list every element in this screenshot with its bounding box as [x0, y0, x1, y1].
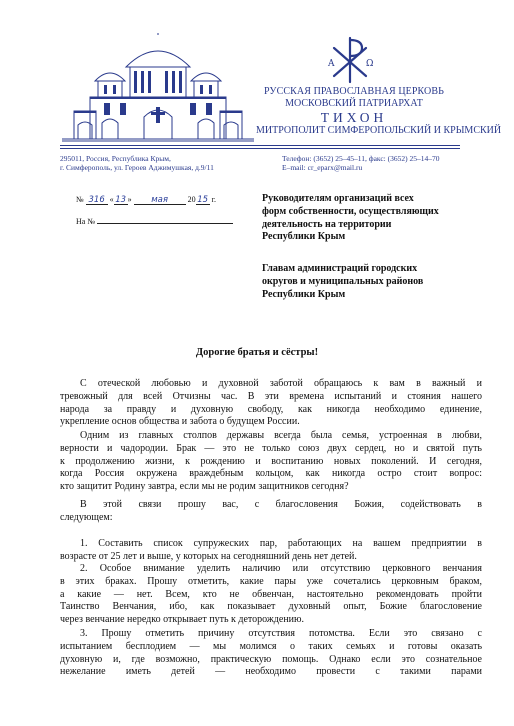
- contact-info: [282, 154, 440, 172]
- svg-text:Ω: Ω: [366, 59, 374, 69]
- body-paragraph-2: Одним из главных столпов державы всегда была семья, устроенная в любви, верности и чадородии. Брак — это не только союз двух сердец, но и святой путь к продолжению жизни, к рождению и воспитанию новых поколений. И сегодня, когда Россия окружена враждебным кольцом, как никогда остро стоит вопрос: кто защитит Родину завтра, если мы не родим защитников сегодня?: [60, 430, 482, 493]
- list-item-3: 3. Прошу отметить причину отсутствия потомства. Если это связано с испытанием бесплодием — мы молимся о таких семьях и готовы оказать духовную и, где возможно, практическую помощь. Однако если это сознательное нежелание иметь детей — необходимо провести с такими парами: [60, 628, 482, 678]
- email-address: E–mail: cr_eparx@mail.ru: [282, 163, 363, 172]
- organization-header: [256, 86, 502, 137]
- list-item-1: 1. Составить список супружеских пар, работающих на вашем предприятии в возрасте от 25 лет и выше, у которых на сегодняшний день нет детей.: [60, 538, 482, 562]
- outgoing-year: 15: [197, 195, 209, 205]
- cathedral-icon: [60, 33, 256, 143]
- svg-text:A: A: [328, 59, 335, 69]
- recipient-block-organizations: Руководителям организаций всех форм собственности, осуществляющих деятельность на территории Республики Крым: [262, 193, 439, 243]
- phone-fax: Телефон: (3652) 25–45–11, факс: (3652) 25–14–70: [282, 154, 440, 163]
- org-signatory-name: ТИХОН: [320, 110, 388, 125]
- reference-number-line: На №: [76, 214, 233, 226]
- postal-address: 295011, Россия, Республика Крым, г. Симферополь, ул. Героев Аджимушкая, д.9/11: [60, 154, 214, 172]
- outgoing-number: 316: [88, 195, 105, 205]
- body-paragraph-3: В этой связи прошу вас, с благословения Божия, содействовать в следующем:: [60, 499, 482, 523]
- outgoing-number-line: № 316 « 13 » мая 20 15 г.: [76, 195, 217, 205]
- outgoing-day: 13: [115, 195, 127, 205]
- body-paragraph-1: С отеческой любовью и духовной заботой обращаюсь к вам в важный и тревожный для всей Отчизны час. В эти времена испытаний и стояния нашего народа за правду и духовную свободу, как никогда необходимо единение, укрепление основ общества и забота о будущем России.: [60, 378, 482, 428]
- header-divider: [60, 145, 460, 146]
- org-signatory-title: МИТРОПОЛИТ СИМФЕРОПОЛЬСКИЙ И КРЫМСКИЙ: [256, 125, 502, 136]
- header-divider-secondary: [60, 148, 460, 149]
- outgoing-month: мая: [151, 195, 168, 205]
- recipient-block-administrations: Главам администраций городских округов и муниципальных районов Республики Крым: [262, 263, 424, 300]
- list-item-2: 2. Особое внимание уделить наличию или отсутствию церковного венчания в этих браках. Прошу отметить, какие пары уже сочетались церковным браком, а какие — нет. Всем, кто не обвенчан, настоятельно рекомендовать пройти Таинство Венчания, ибо, как показывает духовный опыт, Божие благословение через венчание нередко открывает путь к деторождению.: [60, 563, 482, 626]
- org-patriarchate: МОСКОВСКИЙ ПАТРИАРХАТ: [285, 98, 423, 109]
- org-church-name: РУССКАЯ ПРАВОСЛАВНАЯ ЦЕРКОВЬ: [264, 86, 444, 97]
- salutation: Дорогие братья и сёстры!: [195, 347, 319, 358]
- reference-number-blank: [97, 214, 233, 224]
- chi-rho-emblem-icon: [322, 34, 378, 84]
